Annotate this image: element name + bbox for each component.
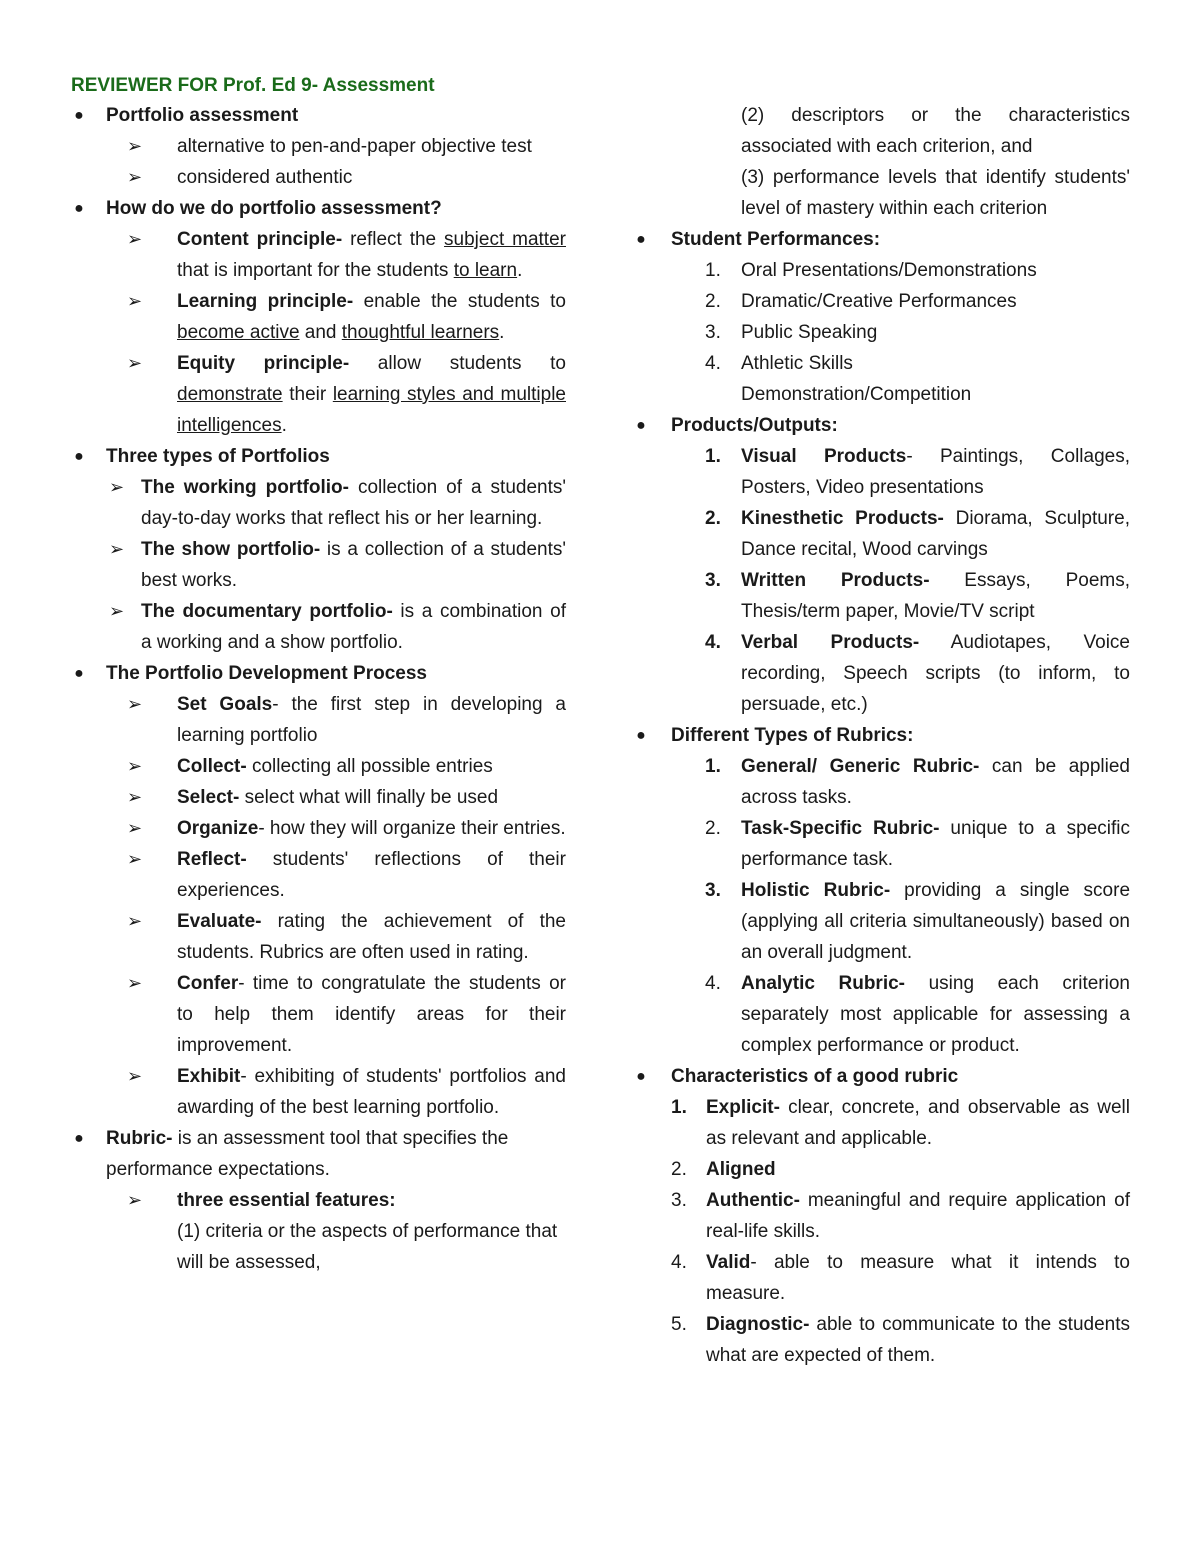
list-item [633,627,1130,720]
arrow-bullet-icon: ➢ [127,353,143,373]
list-item [71,813,566,844]
arrow-bullet-icon: ➢ [127,229,143,249]
term: General/ Generic Rubric- [741,756,980,777]
list-item [633,1092,1130,1154]
term: Learning principle- [177,291,354,312]
term: Valid [706,1252,751,1273]
text: unique to a specific performance task. [741,818,1130,870]
item-number: 2. [705,818,721,839]
arrow-bullet-icon: ➢ [127,911,143,931]
underlined-text: subject matter [444,229,566,250]
underlined-text: demonstrate [177,384,283,405]
list-item [71,224,566,286]
term: Confer [177,973,239,994]
text: select what will finally be used [239,787,499,808]
arrow-bullet-icon: ➢ [127,818,143,838]
heading-products: Products/Outputs: [671,415,838,436]
list-item [633,1185,1130,1247]
list-item [633,968,1130,1061]
text: can be applied across tasks. [741,756,1130,808]
right-column [633,100,1130,1371]
term: Diagnostic- [706,1314,810,1335]
text: rating the achievement of the students. Rubrics are often used in rating. [177,911,566,963]
list-item [633,286,1130,317]
text: is a combination of a working and a show portfolio. [141,601,566,653]
arrow-bullet-icon: ➢ [109,601,125,621]
text: Diorama, Sculpture, Dance recital, Wood carvings [741,508,1130,560]
term: Evaluate- [177,911,262,932]
heading-types: Three types of Portfolios [106,446,330,467]
item-text: considered authentic [177,167,353,188]
item-number: 4. [705,973,721,994]
arrow-bullet-icon: ➢ [127,849,143,869]
list-item [71,472,566,534]
paragraph: (1) criteria or the aspects of performance that will be assessed, [177,1221,558,1273]
arrow-bullet-icon: ➢ [127,787,143,807]
underlined-text: become active [177,322,300,343]
list-item [71,782,566,813]
list-item [633,503,1130,565]
underlined-text: to learn [453,260,518,281]
list-item [633,1061,1130,1092]
text: - time to congratulate the students or to help them identify areas for their improvement. [177,973,566,1056]
item-number: 4. [705,632,721,653]
arrow-bullet-icon: ➢ [127,1190,143,1210]
text: . [499,322,505,343]
item-number: 2. [705,508,721,529]
item-number: 4. [705,353,721,374]
text: using each criterion separately most applicable for assessing a complex performance or product. [741,973,1130,1056]
heading-performances: Student Performances: [671,229,881,250]
term: Verbal Products- [741,632,920,653]
term: Rubric- [106,1128,173,1149]
arrow-bullet-icon: ➢ [127,136,143,156]
item-number: 3. [705,322,721,343]
text: Audiotapes, Voice recording, Speech scripts (to inform, to persuade, etc.) [741,632,1130,715]
bullet-icon: ● [74,665,84,682]
term: Set Goals [177,694,273,715]
heading-features: three essential features: [177,1190,396,1211]
arrow-bullet-icon: ➢ [127,694,143,714]
bullet-icon: ● [74,1130,84,1147]
item-number: 2. [671,1159,687,1180]
list-item [71,596,566,658]
item-number: 3. [705,880,721,901]
list-item [633,348,1130,410]
term: Analytic Rubric- [741,973,906,994]
text: - able to measure what it intends to measure. [706,1252,1130,1304]
item-number: 1. [705,260,721,281]
text: students' reflections of their experiences. [177,849,566,901]
term: Authentic- [706,1190,800,1211]
heading-rubric-types: Different Types of Rubrics: [671,725,914,746]
text: is a collection of a students' best works. [141,539,566,591]
term: Aligned [706,1159,776,1180]
list-item [71,162,566,193]
text: Essays, Poems, Thesis/term paper, Movie/TV script [741,570,1130,622]
heading-how: How do we do portfolio assessment? [106,198,442,219]
list-item [633,751,1130,813]
left-column [71,100,566,1278]
list-item [71,1061,566,1123]
text: - exhibiting of students' portfolios and awarding of the best learning portfolio. [177,1066,566,1118]
text: clear, concrete, and observable as well as relevant and applicable. [706,1097,1130,1149]
term: Written Products- [741,570,930,591]
list-item [71,441,566,472]
underlined-text: learning styles and multiple intelligences [177,384,566,436]
list-item [633,875,1130,968]
arrow-bullet-icon: ➢ [127,291,143,311]
underlined-text: thoughtful learners [341,322,500,343]
bullet-icon: ● [74,200,84,217]
heading-process: The Portfolio Development Process [106,663,427,684]
item-number: 3. [705,570,721,591]
list-item [633,317,1130,348]
term: Exhibit [177,1066,241,1087]
bullet-icon: ● [74,107,84,124]
list-item [633,565,1130,627]
arrow-bullet-icon: ➢ [127,973,143,993]
text: allow students to [349,353,566,374]
text: . [517,260,523,281]
list-item [633,720,1130,751]
list-item [71,658,566,689]
bullet-icon: ● [636,417,646,434]
bullet-icon: ● [636,1068,646,1085]
list-item [71,131,566,162]
item-number: 4. [671,1252,687,1273]
text: and [299,322,342,343]
list-item [633,441,1130,503]
text: collecting all possible entries [246,756,493,777]
item-number: 5. [671,1314,687,1335]
term: Organize [177,818,259,839]
item-text: Athletic Skills Demonstration/Competition [741,353,972,405]
text: - how they will organize their entries. [258,818,566,839]
term: Task-Specific Rubric- [741,818,940,839]
arrow-bullet-icon: ➢ [109,539,125,559]
text: - the first step in developing a learning portfolio [177,694,566,746]
term: Content principle- [177,229,343,250]
term: The working portfolio- [141,477,349,498]
list-item [71,1123,566,1185]
arrow-bullet-icon: ➢ [127,1066,143,1086]
list-item [71,751,566,782]
text: enable the students to [353,291,566,312]
text: providing a single score (applying all criteria simultaneously) based on an overall judgment. [741,880,1131,963]
term: The show portfolio- [141,539,321,560]
heading-portfolio-assessment: Portfolio assessment [106,105,299,126]
list-item [633,813,1130,875]
bullet-icon: ● [636,727,646,744]
list-item [71,286,566,348]
heading-good-rubric: Characteristics of a good rubric [671,1066,959,1087]
item-number: 1. [705,756,721,777]
text: is an assessment tool that specifies the performance expectations. [106,1128,509,1180]
term: Collect- [177,756,247,777]
item-number: 2. [705,291,721,312]
list-item [71,906,566,968]
item-text: alternative to pen-and-paper objective test [177,136,532,157]
list-item [71,534,566,596]
list-item [71,193,566,224]
text: meaningful and require application of real-life skills. [706,1190,1130,1242]
list-item [633,1247,1130,1309]
item-text: Oral Presentations/Demonstrations [741,260,1037,281]
bullet-icon: ● [74,448,84,465]
list-item [71,689,566,751]
text: able to communicate to the students what are expected of them. [706,1314,1130,1366]
list-item [71,1185,566,1216]
term: Reflect- [177,849,247,870]
text: that is important for the students [177,260,454,281]
text: . [281,415,287,436]
arrow-bullet-icon: ➢ [109,477,125,497]
list-item [71,844,566,906]
item-number: 1. [671,1097,687,1118]
list-item [633,1154,1130,1185]
item-number: 3. [671,1190,687,1211]
term: Equity principle- [177,353,350,374]
list-item [71,968,566,1061]
paragraph: (3) performance levels that identify students' level of mastery within each criterion [741,167,1130,219]
item-text: Public Speaking [741,322,878,343]
paragraph: (2) descriptors or the characteristics associated with each criterion, and [741,105,1130,157]
list-item [71,100,566,131]
term: The documentary portfolio- [141,601,393,622]
list-item [71,348,566,441]
term: Holistic Rubric- [741,880,891,901]
term: Explicit- [706,1097,780,1118]
term: Select- [177,787,240,808]
list-item [633,224,1130,255]
arrow-bullet-icon: ➢ [127,756,143,776]
item-number: 1. [705,446,721,467]
bullet-icon: ● [636,231,646,248]
arrow-bullet-icon: ➢ [127,167,143,187]
document-title: REVIEWER FOR Prof. Ed 9- Assessment [71,75,435,96]
text: collection of a students' day-to-day works that reflect his or her learning. [141,477,566,529]
text: - Paintings, Collages, Posters, Video presentations [741,446,1130,498]
text: reflect the [342,229,445,250]
list-item [633,410,1130,441]
item-text: Dramatic/Creative Performances [741,291,1017,312]
list-item [633,1309,1130,1371]
term: Visual Products [741,446,907,467]
term: Kinesthetic Products- [741,508,944,529]
text: their [282,384,333,405]
list-item [633,255,1130,286]
